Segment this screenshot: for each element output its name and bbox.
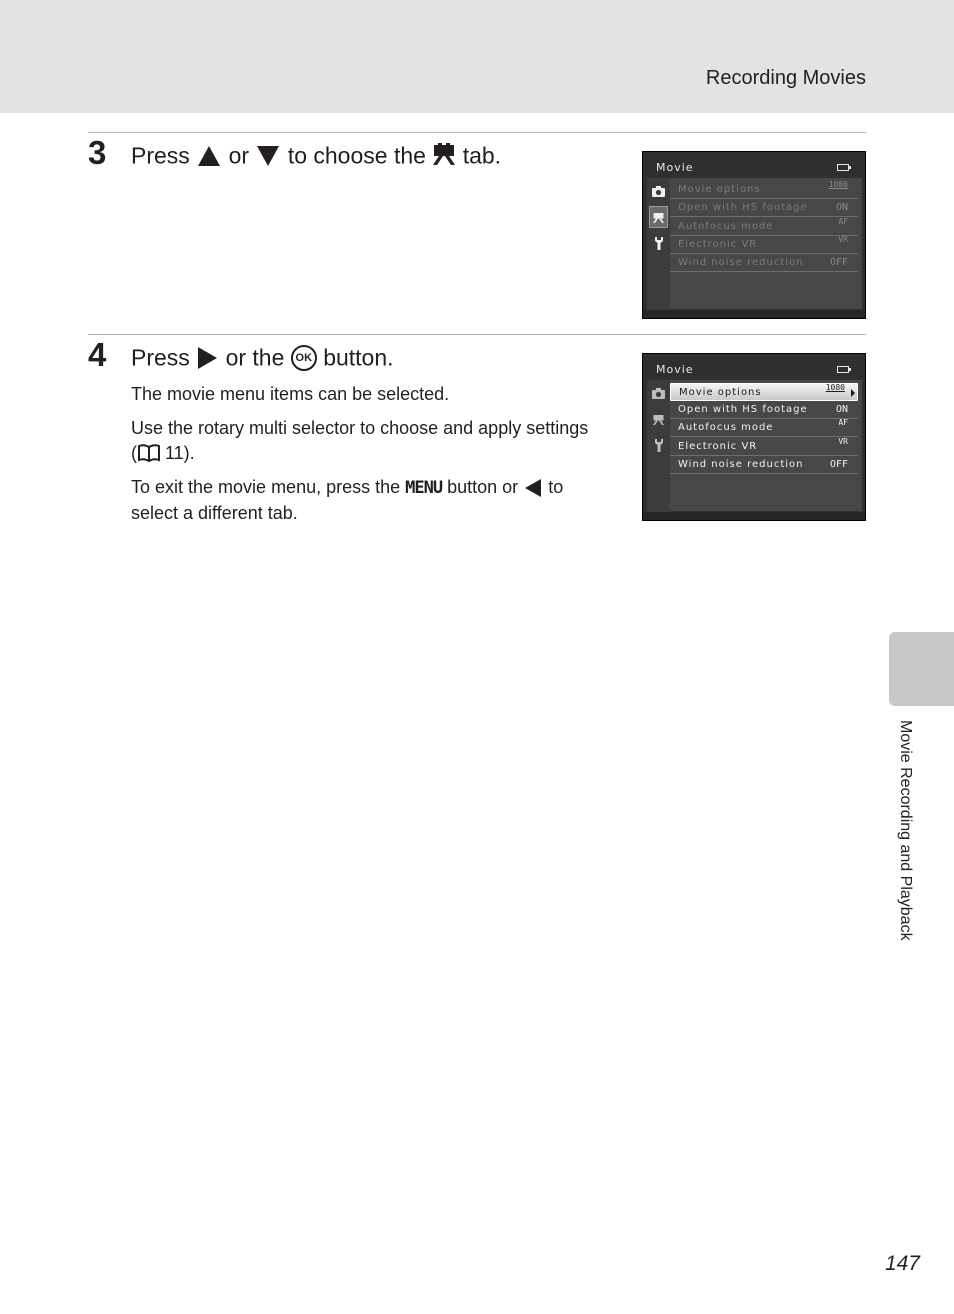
screen1-menu-panel [670, 178, 862, 309]
camera-icon [649, 382, 668, 404]
step4-para3-a: To exit the movie menu, press the [131, 477, 401, 497]
screen1-footer [643, 310, 865, 318]
camera-screen-movie-menu [642, 353, 866, 521]
menu-item-electronic-vr[interactable] [670, 438, 858, 456]
menu-item-label: Open with HS footage [678, 404, 808, 415]
menu-item-value: ON [835, 202, 848, 213]
menu-item-value: OFF [829, 459, 848, 470]
step4-or-the: or the [225, 344, 285, 371]
menu-item-wind-noise-reduction[interactable] [670, 456, 858, 474]
chapter-label: Movie Recording and Playback [897, 720, 914, 941]
step4-para3-c: to [548, 477, 564, 497]
menu-item-label: Movie options [679, 387, 762, 398]
left-arrow-icon [525, 479, 541, 497]
menu-item-label: Electronic VR [678, 441, 758, 452]
movie-size-icon: 1080 [825, 383, 845, 392]
step3-to-choose: to choose the [287, 142, 426, 169]
menu-item-open-with-hs-footage[interactable] [670, 199, 858, 217]
movie-tab-icon [432, 143, 456, 169]
menu-item-movie-options[interactable] [670, 181, 858, 199]
screen1-title: Movie [656, 161, 694, 174]
wrench-icon [649, 434, 668, 456]
menu-item-open-with-hs-footage[interactable] [670, 401, 858, 419]
battery-icon [837, 366, 849, 373]
step4-para2-open: ( [131, 443, 137, 463]
menu-item-label: Open with HS footage [678, 202, 808, 213]
wrench-icon [649, 232, 668, 254]
step4-button: button. [323, 344, 394, 371]
menu-item-label: Movie options [678, 184, 761, 195]
battery-icon [837, 164, 849, 171]
right-arrow-icon [198, 347, 217, 369]
book-icon [137, 444, 161, 469]
camera-icon [649, 180, 668, 202]
submenu-arrow-icon [851, 389, 855, 397]
step3-heading [131, 143, 501, 169]
header-band [0, 0, 954, 113]
chapter-tab [889, 632, 954, 706]
screen1-tab-bar [647, 178, 670, 310]
step3-divider [88, 132, 866, 133]
step4-press: Press [131, 344, 190, 371]
step4-para1: The movie menu items can be selected. [131, 384, 450, 404]
page-number: 147 [884, 1252, 920, 1275]
step3-tab: tab. [462, 142, 502, 169]
menu-item-label: Electronic VR [678, 239, 758, 250]
step4-heading [131, 345, 394, 371]
menu-item-label: Wind noise reduction [678, 459, 804, 470]
autofocus-icon: AF [838, 217, 848, 226]
step4-divider [88, 334, 866, 335]
menu-item-wind-noise-reduction[interactable] [670, 254, 858, 272]
section-title: Recording Movies [705, 67, 866, 89]
menu-item-movie-options[interactable] [670, 383, 858, 401]
step4-para3-d: select a different tab. [131, 503, 298, 523]
step4-number: 4 [88, 336, 107, 373]
autofocus-icon: AF [838, 418, 848, 427]
screen2-footer [643, 512, 865, 520]
menu-item-label: Autofocus mode [678, 422, 774, 433]
step4-para3 [131, 475, 611, 526]
step4-para3-b: button or [447, 477, 519, 497]
step3-press: Press [131, 142, 190, 169]
menu-item-value: OFF [829, 257, 848, 268]
menu-item-autofocus-mode[interactable] [670, 218, 858, 236]
movie-size-icon: 1080 [828, 180, 848, 189]
step4-para2-text: Use the rotary multi selector to choose and apply settings [131, 418, 589, 438]
up-arrow-icon [198, 146, 220, 166]
movie-tab-icon [649, 206, 668, 228]
step4-para2 [131, 416, 621, 469]
step3-or: or [228, 142, 250, 169]
step4-para2-ref: 11). [165, 443, 195, 463]
screen2-title: Movie [656, 363, 694, 376]
screen2-menu-panel [670, 380, 862, 511]
step3-number: 3 [88, 134, 107, 171]
menu-item-electronic-vr[interactable] [670, 236, 858, 254]
menu-item-value: ON [835, 404, 848, 415]
menu-button-label: MENU [405, 478, 443, 498]
camera-screen-movie-tab [642, 151, 866, 319]
vr-icon: VR [838, 437, 848, 446]
menu-item-autofocus-mode[interactable] [670, 419, 858, 437]
menu-item-label: Autofocus mode [678, 221, 774, 232]
movie-tab-icon [649, 408, 668, 430]
ok-button-icon: OK [291, 345, 317, 371]
screen2-tab-bar [647, 380, 670, 512]
vr-icon: VR [838, 235, 848, 244]
down-arrow-icon [257, 146, 279, 166]
menu-item-label: Wind noise reduction [678, 257, 804, 268]
